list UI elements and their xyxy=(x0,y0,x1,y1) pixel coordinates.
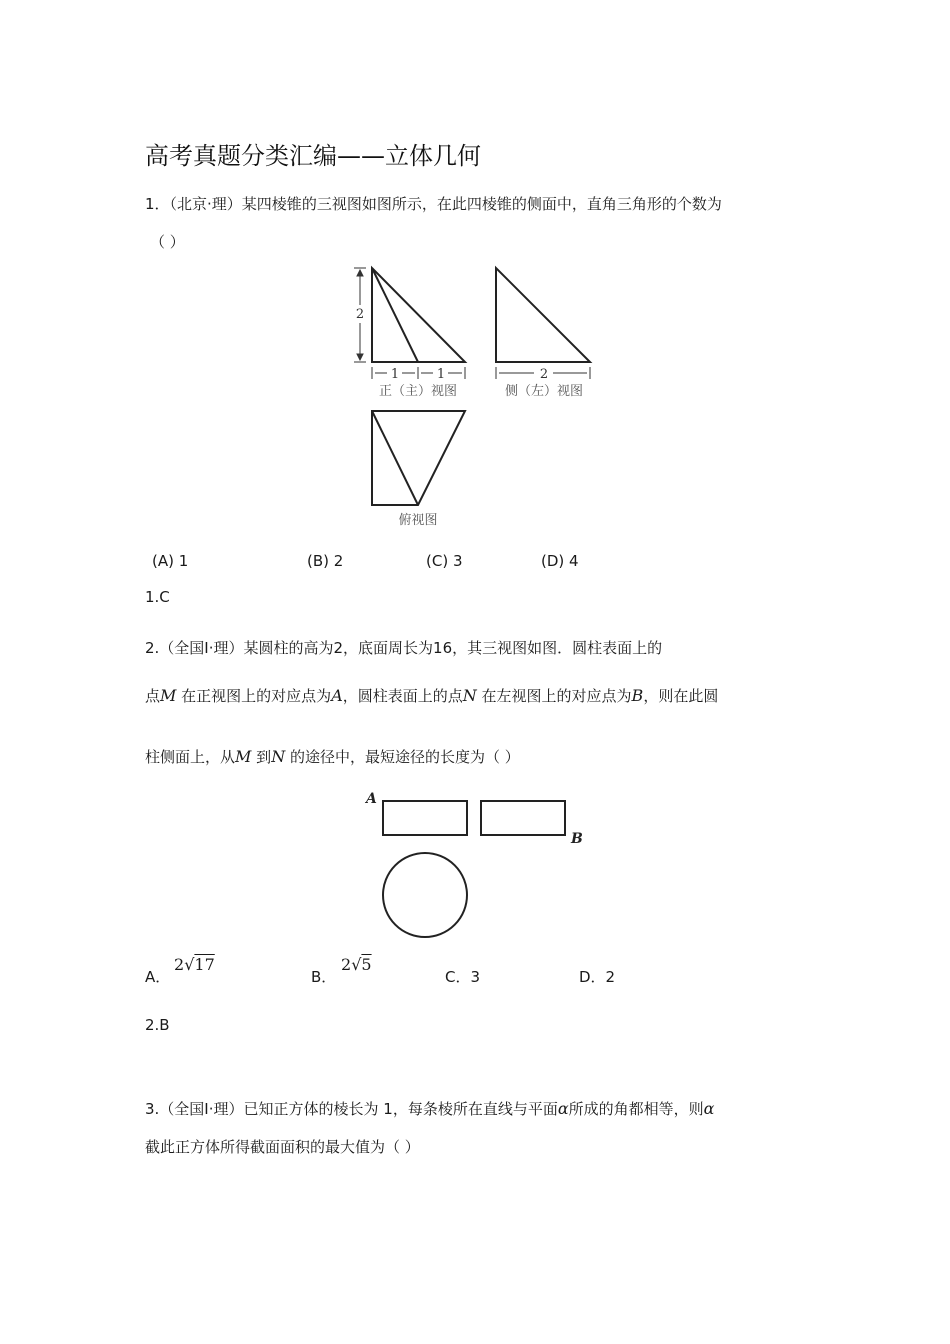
point-a-label: A xyxy=(366,791,377,807)
sqrt-icon: √ xyxy=(351,955,362,974)
math-var-m: M xyxy=(235,747,252,766)
side-view-caption: 侧（左）视图 xyxy=(504,384,584,399)
math-var-alpha: α xyxy=(703,1099,715,1118)
q3-stem-line1: 3.（全国Ⅰ·理）已知正方体的棱长为 1，每条棱所在直线与平面α所成的角都相等，则α xyxy=(145,1099,715,1118)
q1-option-d: (D) 4 xyxy=(541,552,579,570)
front-view-inner-line xyxy=(372,268,418,362)
page-title: 高考真题分类汇编——立体几何 xyxy=(145,142,481,170)
side-view-rect xyxy=(481,801,565,835)
top-view-diagonal xyxy=(372,411,418,505)
q1-option-a: (A) 1 xyxy=(152,552,189,570)
q2-option-a: A． xyxy=(145,968,171,986)
math-var-n: N xyxy=(462,686,477,705)
q2-option-c: C．3 xyxy=(445,968,481,986)
q2-stem-line1: 2.（全国Ⅰ·理）某圆柱的高为2，底面周长为16，其三视图如图．圆柱表面上的 xyxy=(145,639,663,657)
front-dim-left-label: 1 xyxy=(390,367,400,382)
q2-option-d: D．2 xyxy=(579,968,616,986)
q2-stem-line3: 柱侧面上，从M 到N 的途径中，最短途径的长度为（ ） xyxy=(145,747,520,766)
point-b-label: B xyxy=(571,831,583,847)
height-dim-label: 2 xyxy=(355,307,365,322)
top-view-quad xyxy=(372,411,465,505)
math-var-alpha: α xyxy=(557,1099,569,1118)
q1-option-c: (C) 3 xyxy=(426,552,463,570)
q3-stem-line2: 截此正方体所得截面面积的最大值为（ ） xyxy=(145,1138,420,1156)
q1-option-b: (B) 2 xyxy=(307,552,344,570)
q2-option-b: B． xyxy=(311,968,337,986)
q2-answer: 2.B xyxy=(145,1016,170,1034)
math-var-b: B xyxy=(631,686,644,705)
front-dim-right-label: 1 xyxy=(436,367,446,382)
q2-cylinder-three-view xyxy=(360,785,590,945)
q1-three-view-figure xyxy=(340,258,630,533)
sqrt-icon: √ xyxy=(184,955,195,974)
q1-stem-line1: 1．（北京·理）某四棱锥的三视图如图所示，在此四棱锥的侧面中，直角三角形的个数为 xyxy=(145,195,722,213)
math-var-n: N xyxy=(271,747,286,766)
q2-stem-line2: 点M 在正视图上的对应点为A，圆柱表面上的点N 在左视图上的对应点为B，则在此圆 xyxy=(145,686,719,705)
front-view-rect xyxy=(383,801,467,835)
math-var-m: M xyxy=(160,686,177,705)
q1-answer: 1.C xyxy=(145,588,170,606)
side-dim-label: 2 xyxy=(539,367,549,382)
top-view-circle xyxy=(383,853,467,937)
top-view-caption: 俯视图 xyxy=(398,513,438,528)
front-view-triangle xyxy=(372,268,465,362)
side-view-triangle xyxy=(496,268,590,362)
q1-stem-line2: （ ） xyxy=(150,233,185,251)
q2-option-a-value: 2√17 xyxy=(174,955,215,974)
q2-option-b-value: 2√5 xyxy=(341,955,372,974)
math-var-a: A xyxy=(331,686,343,705)
front-view-caption: 正（主）视图 xyxy=(378,384,458,399)
